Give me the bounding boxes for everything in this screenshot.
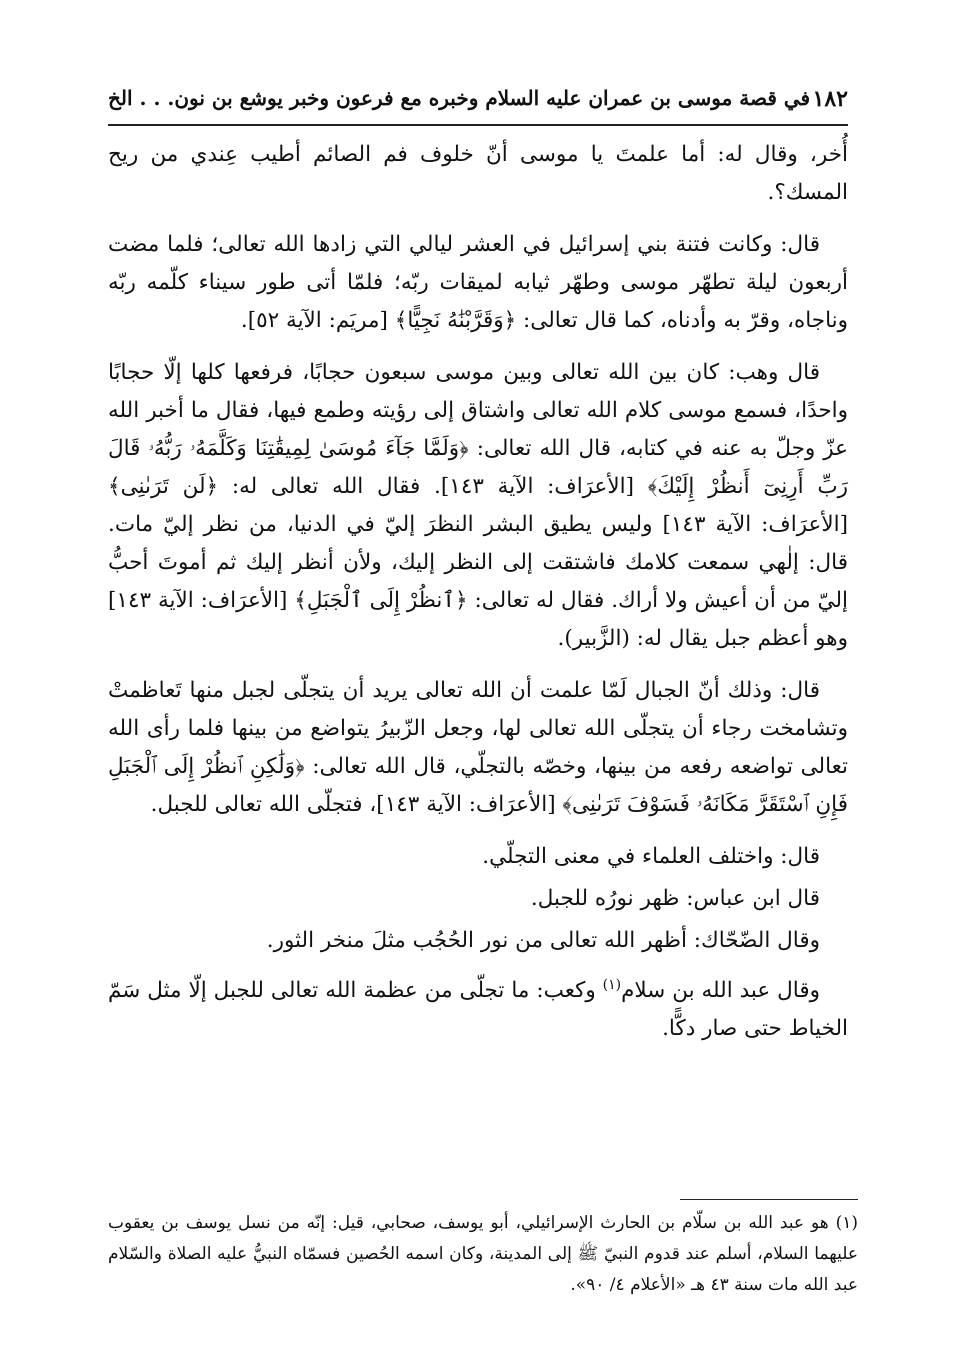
- paragraph: أُخر، وقال له: أما علمتَ يا موسى أنّ خلوف فم الصائم أطيب عِندي من ريح المسك؟.: [108, 142, 848, 205]
- paragraph-text-end: وكعب: ما تجلّى من عظمة الله تعالى للجبل إلّا مثل سَمّ الخياط حتى صار دكًّا.: [108, 978, 848, 1042]
- text-line: وقال الضّحّاك: أظهر الله تعالى من نور الحُجُب مثلَ منخر الثور.: [266, 928, 820, 953]
- running-title: في قصة موسى بن عمران عليه السلام وخبره مع فرعون وخبر يوشع بن نون. . . الخ: [108, 86, 811, 110]
- header-rule: [108, 124, 848, 126]
- footnote-rule: [680, 1199, 858, 1200]
- paragraph: قال: وكانت فتنة بني إسرائيل في العشر ليالي التي زادها الله تعالى؛ فلما مضت أربعون ليلة تطهّر موسى وطهّر ثيابه لميقات ربّه؛ فلمّا أتى طور سيناء كلّمه ربّه وناجاه، وقرّ به وأدناه، كما قال تعالى: ﴿وَقَرَّبْنَٰهُ نَجِيًّا﴾ [مريَم: الآية ٥٢].: [108, 232, 848, 333]
- paragraph-text-start: وقال عبد الله بن سلام: [621, 978, 820, 1004]
- footnote-text: هو عبد الله بن سلّام بن الحارث الإسرائيلي، أبو يوسف، صحابي، قيل: إنّه من نسل يوسف بن يعقوب عليهما السلام، أسلم عند قدوم النبيّ ﷺ إلى المدينة، وكان اسمه الحُصين فسمّاه النبيُّ عليه الصلاة والسّلام عبد الله مات سنة ٤٣ هـ «الأعلام ٤/ ٩٠».: [108, 1213, 858, 1295]
- footnote-number: (١): [835, 1213, 858, 1233]
- footnotes: [108, 1208, 858, 1301]
- text-line: قال ابن عباس: ظهر نورُه للجبل.: [530, 886, 820, 911]
- paragraph: قال وهب: كان بين الله تعالى وبين موسى سبعون حجابًا، فرفعها كلها إلّا حجابًا واحدًا، فسمع موسى كلام الله تعالى واشتاق إلى رؤيته وطمع فيها، فقال ما أخبر الله عزّ وجلّ به عنه في كتابه، قال الله تعالى: ﴿وَلَمَّا جَآءَ مُوسَىٰ لِمِيقَٰتِنَا وَكَلَّمَهُۥ رَبُّهُۥ قَالَ رَبِّ أَرِنِىٓ أَنظُرْ إِلَيْكَ﴾ [الأعرَاف: الآية ١٤٣]. فقال الله تعالى له: ﴿لَن تَرَىٰنِى﴾ [الأعرَاف: الآية ١٤٣] وليس يطيق البشر النظرَ إليّ في الدنيا، من نظر إليّ مات. قال: إلٰهي سمعت كلامك فاشتقت إلى النظر إليك، ولأن أنظر إليك ثم أموتَ أحبُّ إليّ من أن أعيش ولا أراك. فقال له تعالى: ﴿ٱنظُرْ إِلَى ٱلْجَبَلِ﴾ [الأعرَاف: الآية ١٤٣] وهو أعظم جبل يقال له: (الزَّبير).: [108, 360, 848, 651]
- main-text: [108, 136, 848, 1062]
- paragraph: [108, 966, 848, 1048]
- page-number: ١٨٢: [812, 86, 848, 112]
- paragraph: قال: وذلك أنّ الجبال لَمّا علمت أن الله تعالى يريد أن يتجلّى لجبل منها تَعاظمتْ وتشامخت رجاء أن يتجلّى الله تعالى لها، وجعل الزّبيرُ يتواضع من بينها فلما رأى الله تعالى تواضعه رفعه من بينها، وخصّه بالتجلّي، قال الله تعالى: ﴿وَلَٰكِنِ ٱنظُرْ إِلَى ٱلْجَبَلِ فَإِنِ ٱسْتَقَرَّ مَكَانَهُۥ فَسَوْفَ تَرَىٰنِى﴾ [الأعرَاف: الآية ١٤٣]، فتجلّى الله تعالى للجبل.: [108, 678, 848, 817]
- page-header: [108, 82, 848, 122]
- text-line: قال: واختلف العلماء في معنى التجلّي.: [482, 844, 820, 869]
- footnote-reference[interactable]: (١): [602, 977, 622, 993]
- footnote: [108, 1208, 858, 1301]
